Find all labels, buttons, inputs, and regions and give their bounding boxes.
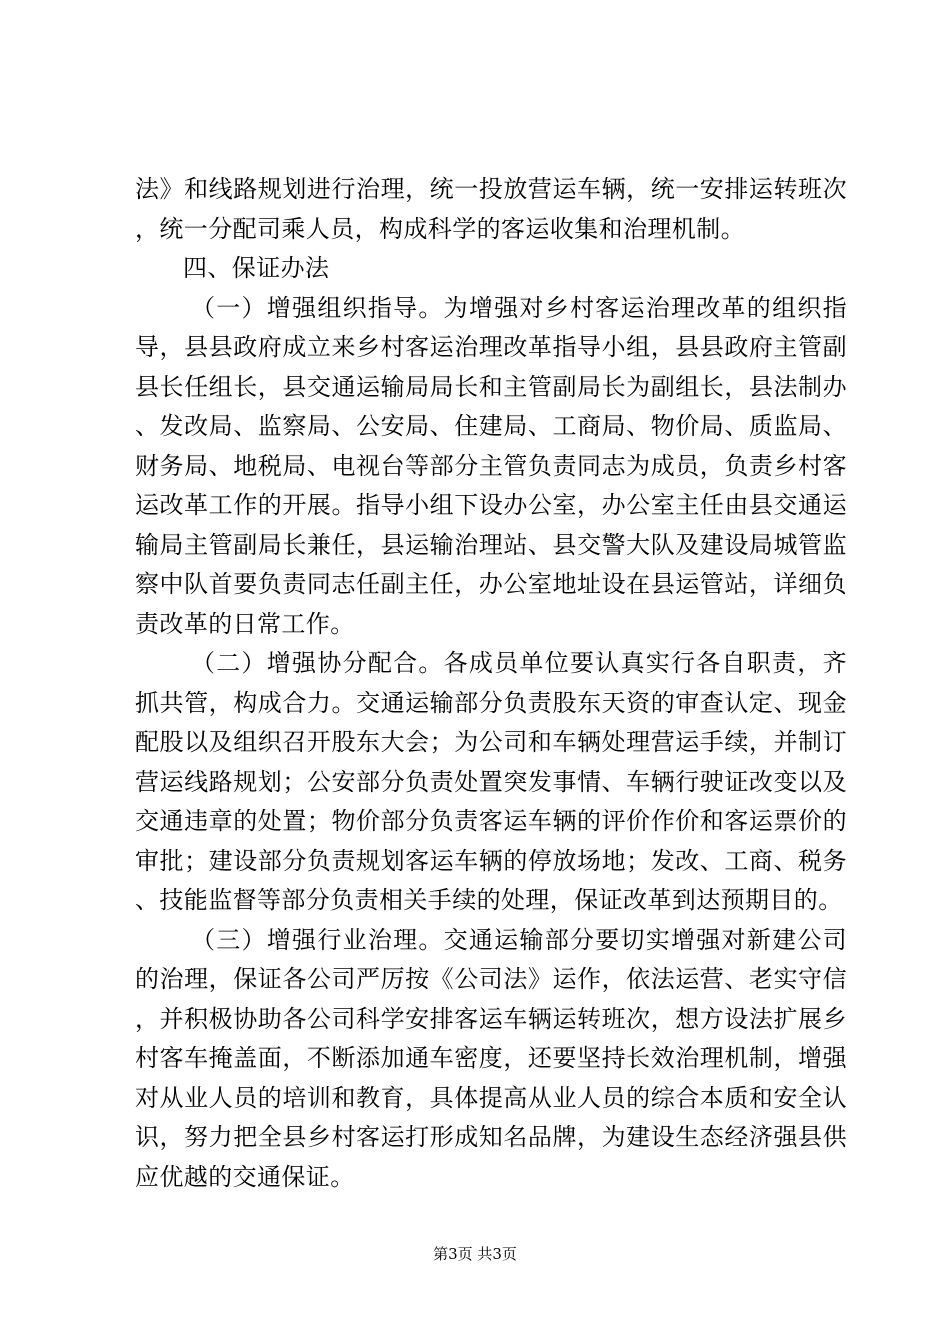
paragraph-industry-management: （三）增强行业治理。交通运输部分要切实增强对新建公司的治理，保证各公司严厉按《公司法》运作，依法运营、老实守信，并积极协助各公司科学安排客运车辆运转班次，想方设法扩展乡村客车掩盖面，不断添加通车密度，还要坚持长效治理机制，增强对从业人员的培训和教育，具体提高从业人员的综合本质和安全认识，努力把全县乡村客运打形成知名品牌，为建设生态经济强县供应优越的交通保证。	[135, 925, 847, 1191]
page-footer: 第3页 共3页	[433, 1245, 517, 1263]
document-body	[135, 170, 847, 1197]
paragraph-continuation: 法》和线路规划进行治理，统一投放营运车辆，统一安排运转班次，统一分配司乘人员，构成科学的客运收集和治理机制。	[135, 175, 847, 243]
section-heading: 四、保证办法	[183, 254, 330, 282]
paragraph-coordination: （二）增强协分配合。各成员单位要认真实行各自职责，齐抓共管，构成合力。交通运输部分负责股东天资的审查认定、现金配股以及组织召开股东大会；为公司和车辆处理营运手续，并制订营运线路规划；公安部分负责处置突发事情、车辆行驶证改变以及交通违章的处置；物价部分负责客运车辆的评价作价和客运票价的审批；建设部分负责规划客运车辆的停放场地；发改、工商、税务、技能监督等部分负责相关手续的处理，保证改革到达预期目的。	[135, 649, 847, 914]
paragraph-organization: （一）增强组织指导。为增强对乡村客运治理改革的组织指导，县县政府成立来乡村客运治理改革指导小组，县县政府主管副县长任组长，县交通运输局局长和主管副局长为副组长，县法制办、发改局、监察局、公安局、住建局、工商局、物价局、质监局、财务局、地税局、电视台等部分主管负责同志为成员，负责乡村客运改革工作的开展。指导小组下设办公室，办公室主任由县交通运输局主管副局长兼任，县运输治理站、县交警大队及建设局城管监察中队首要负责同志任副主任，办公室地址设在县运管站，详细负责改革的日常工作。	[135, 293, 847, 638]
